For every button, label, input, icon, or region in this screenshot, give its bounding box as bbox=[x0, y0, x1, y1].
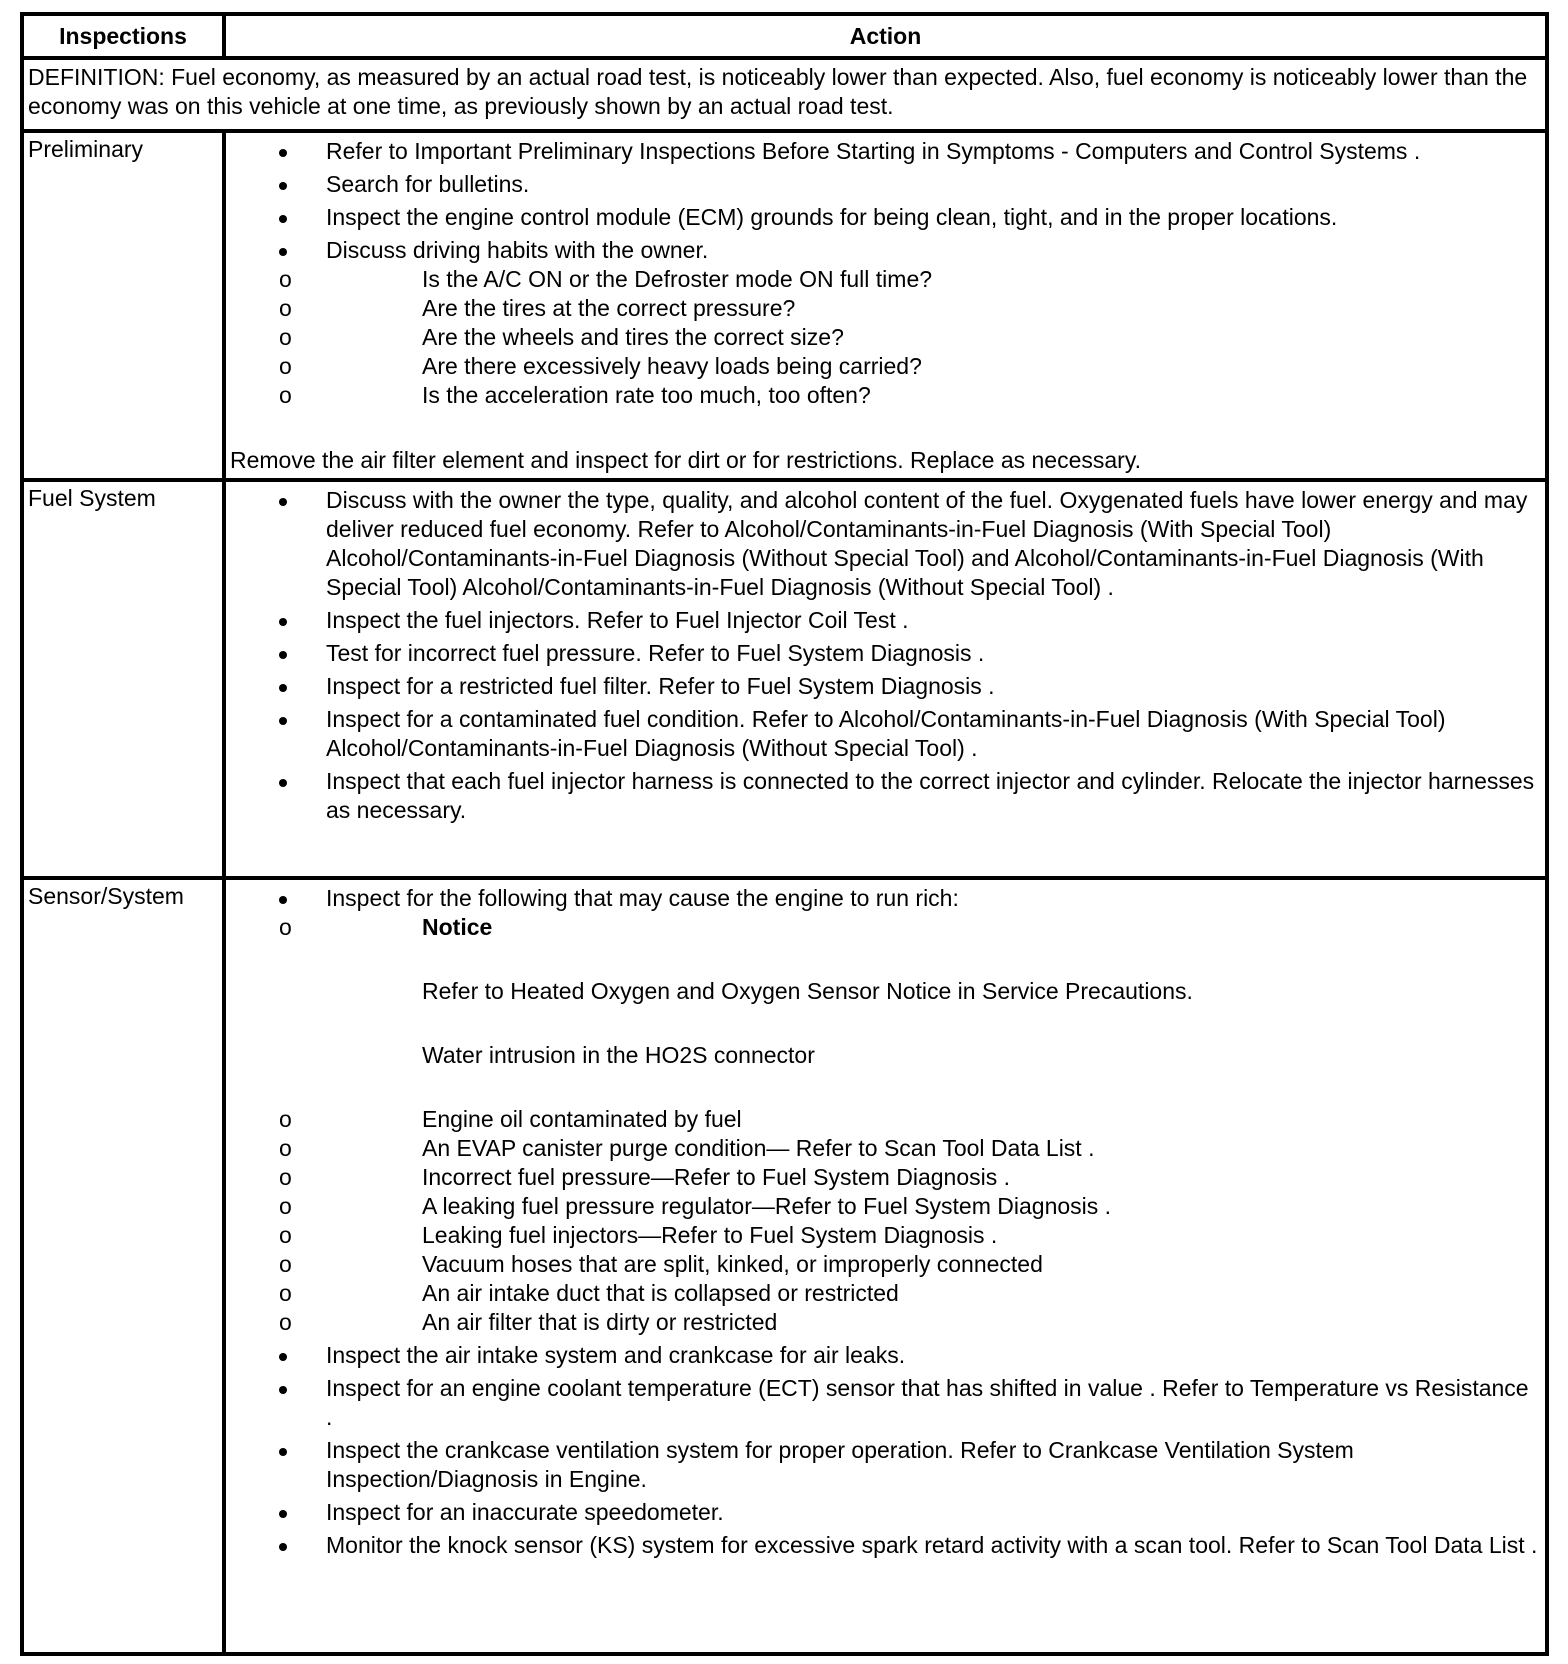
document-page bbox=[20, 12, 1545, 1656]
definition-text: DEFINITION: Fuel economy, as measured by an actual road test, is noticeably lower than expected. Also, fuel economy is noticeably lower than the economy was on this vehicle at one time, as previously shown by an actual road test. bbox=[22, 58, 1547, 131]
list-item-text: Inspect for the following that may cause the engine to run rich: bbox=[326, 885, 959, 911]
sub-list-item: o Incorrect fuel pressure—Refer to Fuel System Diagnosis . bbox=[230, 1163, 1541, 1192]
list-item: Inspect for an engine coolant temperature (ECT) sensor that has shifted in value . Refer to Temperature vs Resistance . bbox=[230, 1374, 1541, 1432]
list-item: Inspect that each fuel injector harness is connected to the correct injector and cylinder. Relocate the injector harnesses as necessary. bbox=[230, 767, 1541, 825]
fuel-system-row bbox=[22, 480, 1547, 878]
list-item: Monitor the knock sensor (KS) system for excessive spark retard activity with a scan tool. Refer to Scan Tool Data List . bbox=[230, 1531, 1541, 1560]
list-item: Inspect for a contaminated fuel condition. Refer to Alcohol/Contaminants-in-Fuel Diagnosis (With Special Tool) Alcohol/Contaminants-in-Fuel Diagnosis (Without Special Tool) . bbox=[230, 705, 1541, 763]
notice-text: Refer to Heated Oxygen and Oxygen Sensor Notice in Service Precautions. bbox=[422, 978, 1193, 1004]
header-inspections: Inspections bbox=[22, 14, 224, 58]
list-item-text: Discuss driving habits with the owner. bbox=[326, 237, 709, 263]
inspection-table bbox=[20, 12, 1549, 1656]
sensor-system-list bbox=[230, 884, 1541, 1560]
list-item bbox=[230, 236, 1541, 410]
list-item: Inspect for a restricted fuel filter. Refer to Fuel System Diagnosis . bbox=[230, 672, 1541, 701]
list-item: Search for bulletins. bbox=[230, 170, 1541, 199]
driving-habits-sublist bbox=[230, 265, 1541, 410]
preliminary-list bbox=[230, 137, 1541, 410]
list-item: Inspect the air intake system and crankcase for air leaks. bbox=[230, 1341, 1541, 1370]
header-action: Action bbox=[224, 14, 1547, 58]
preliminary-actions bbox=[224, 131, 1547, 480]
notice-title: o Notice bbox=[422, 914, 493, 940]
list-item: Inspect the crankcase ventilation system for proper operation. Refer to Crankcase Ventilation System Inspection/Diagnosis in Engine. bbox=[230, 1436, 1541, 1494]
sub-list-item: o Is the A/C ON or the Defroster mode ON full time? bbox=[230, 265, 1541, 294]
fuel-system-label: Fuel System bbox=[22, 480, 224, 878]
sub-list-item: o Engine oil contaminated by fuel bbox=[230, 1105, 1541, 1134]
notice-item: Water intrusion in the HO2S connector bbox=[422, 1042, 815, 1068]
rich-causes-sublist bbox=[230, 913, 1541, 1337]
preliminary-row bbox=[22, 131, 1547, 480]
sub-list-item-notice bbox=[230, 913, 1541, 1070]
list-item bbox=[230, 884, 1541, 1337]
sub-list-item: o A leaking fuel pressure regulator—Refer to Fuel System Diagnosis . bbox=[230, 1192, 1541, 1221]
definition-row bbox=[22, 58, 1547, 131]
sub-list-item: o Are the tires at the correct pressure? bbox=[230, 294, 1541, 323]
list-item: Inspect the fuel injectors. Refer to Fuel Injector Coil Test . bbox=[230, 606, 1541, 635]
sub-list-item: o Are there excessively heavy loads being carried? bbox=[230, 352, 1541, 381]
list-item: Inspect the engine control module (ECM) grounds for being clean, tight, and in the proper locations. bbox=[230, 203, 1541, 232]
sub-list-item: o Is the acceleration rate too much, too often? bbox=[230, 381, 1541, 410]
sub-list-item: o An air intake duct that is collapsed or restricted bbox=[230, 1279, 1541, 1308]
header-row bbox=[22, 14, 1547, 58]
fuel-system-list bbox=[230, 486, 1541, 825]
sub-list-item: o Are the wheels and tires the correct size? bbox=[230, 323, 1541, 352]
preliminary-tail-text: Remove the air filter element and inspect for dirt or for restrictions. Replace as necessary. bbox=[230, 447, 1142, 473]
sub-list-item: o Leaking fuel injectors—Refer to Fuel System Diagnosis . bbox=[230, 1221, 1541, 1250]
sub-list-item: o Vacuum hoses that are split, kinked, or improperly connected bbox=[230, 1250, 1541, 1279]
sensor-system-label: Sensor/System bbox=[22, 878, 224, 1654]
list-item: Discuss with the owner the type, quality, and alcohol content of the fuel. Oxygenated fuels have lower energy and may deliver reduced fuel economy. Refer to Alcohol/Contaminants-in-Fuel Diagnosis (With Special Tool) Alcohol/Contaminants-in-Fuel Diagnosis (Without Special Tool) and Alcohol/Contaminants-in-Fuel Diagnosis (With Special Tool) Alcohol/Contaminants-in-Fuel Diagnosis (Without Special Tool) . bbox=[230, 486, 1541, 602]
list-item: Test for incorrect fuel pressure. Refer to Fuel System Diagnosis . bbox=[230, 639, 1541, 668]
fuel-system-actions bbox=[224, 480, 1547, 878]
preliminary-label: Preliminary bbox=[22, 131, 224, 480]
list-item: Refer to Important Preliminary Inspections Before Starting in Symptoms - Computers and Control Systems . bbox=[230, 137, 1541, 166]
sub-list-item: o An EVAP canister purge condition— Refer to Scan Tool Data List . bbox=[230, 1134, 1541, 1163]
sensor-system-row bbox=[22, 878, 1547, 1654]
sensor-system-actions bbox=[224, 878, 1547, 1654]
list-item: Inspect for an inaccurate speedometer. bbox=[230, 1498, 1541, 1527]
sub-list-item: o An air filter that is dirty or restricted bbox=[230, 1308, 1541, 1337]
